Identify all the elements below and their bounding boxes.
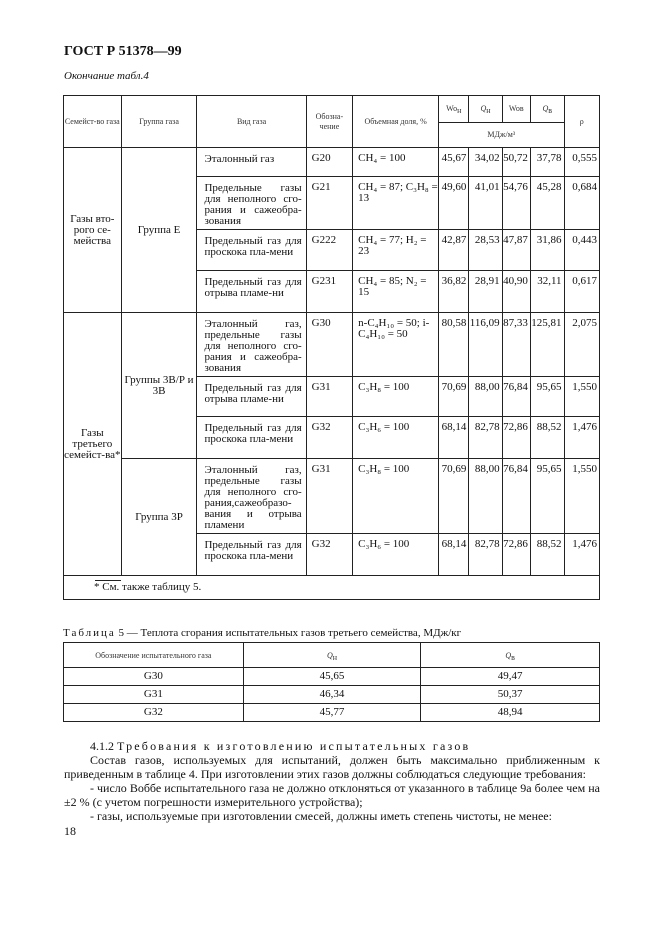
code-cell: G222 (306, 230, 353, 271)
table-row (64, 148, 600, 177)
table-row (64, 686, 600, 704)
qb-cell: 88,52 (530, 417, 564, 459)
header-group: Группа газа (121, 96, 197, 148)
q-cell: 41,01 (469, 177, 502, 230)
wo-cell: 36,82 (439, 271, 469, 313)
table-continuation-label: Окончание табл.4 (64, 70, 149, 82)
qb-cell: 31,86 (530, 230, 564, 271)
rho-cell: 2,075 (564, 313, 599, 377)
table-row (64, 668, 600, 686)
group-cell: Группы 3В/Р и 3В (121, 313, 197, 459)
wob-cell: 72,86 (502, 417, 530, 459)
header-wob: Woв (502, 96, 530, 123)
kind-cell: Эталонный газ, предельные газы для неполного сго-рания,сажеобразо-вания и отрыва пламени (197, 459, 306, 534)
wob-cell: 47,87 (502, 230, 530, 271)
qv-cell: 48,94 (421, 704, 600, 722)
wo-cell: 80,58 (439, 313, 469, 377)
qb-cell: 88,52 (530, 534, 564, 576)
family-cell: Газы вто-рого се-мейства (64, 148, 122, 313)
rho-cell: 1,476 (564, 534, 599, 576)
wob-cell: 40,90 (502, 271, 530, 313)
rho-cell: 0,684 (564, 177, 599, 230)
qb-cell: 45,28 (530, 177, 564, 230)
volume-cell: CH₄ = 77; H₂ = 23 (353, 230, 439, 271)
volume-cell: C₃H₆ = 100 (353, 417, 439, 459)
table-footnote: * См. также таблицу 5. (64, 576, 600, 600)
code-cell: G231 (306, 271, 353, 313)
header-q: $Q_н$ (469, 96, 502, 123)
q-cell: 82,78 (469, 534, 502, 576)
rho-cell: 0,617 (564, 271, 599, 313)
kind-cell: Предельные газы для неполного сго-рания и сажеобра-зования (197, 177, 306, 230)
volume-cell: C₃H₈ = 100 (353, 459, 439, 534)
qb-cell: 95,65 (530, 377, 564, 417)
wob-cell: 72,86 (502, 534, 530, 576)
footnote-rule (95, 580, 121, 581)
q-cell: 82,78 (469, 417, 502, 459)
header-code: Обозна-чение (306, 96, 353, 148)
paragraph-composition: Состав газов, используемых для испытаний, должен быть максимально приближенным к приведенным в таблице 4. При изготовлении этих газов должны соблюдаться следующие требования: (64, 753, 600, 781)
table-row (64, 459, 600, 534)
code-cell: G31 (306, 377, 353, 417)
qb-cell: 95,65 (530, 459, 564, 534)
header-gas-code: Обозначение испытательного газа (64, 643, 244, 668)
code-cell: G30 (306, 313, 353, 377)
q-cell: 34,02 (469, 148, 502, 177)
wo-cell: 49,60 (439, 177, 469, 230)
wob-cell: 50,72 (502, 148, 530, 177)
qv-cell: 50,37 (421, 686, 600, 704)
kind-cell: Предельный газ для проскока пла-мени (197, 534, 306, 576)
volume-cell: C₃H₆ = 100 (353, 534, 439, 576)
kind-cell: Эталонный газ, предельные газы для неполного сго-рания и сажеобра-зования (197, 313, 306, 377)
wo-cell: 70,69 (439, 459, 469, 534)
header-family: Семейст-во газа (64, 96, 122, 148)
gas-code-cell: G32 (64, 704, 244, 722)
header-units: МДж/м³ (439, 123, 564, 148)
gas-table-4 (63, 95, 600, 600)
volume-cell: n-C₄H₁₀ = 50; i-C₄H₁₀ = 50 (353, 313, 439, 377)
qb-cell: 37,78 (530, 148, 564, 177)
header-wo: $Wo_н$ (439, 96, 469, 123)
rho-cell: 1,476 (564, 417, 599, 459)
q-cell: 88,00 (469, 459, 502, 534)
kind-cell: Предельный газ для отрыва пламе-ни (197, 271, 306, 313)
group-cell: Группа Е (121, 148, 197, 313)
wob-cell: 76,84 (502, 377, 530, 417)
qn-cell: 45,77 (243, 704, 421, 722)
qb-cell: 32,11 (530, 271, 564, 313)
qn-cell: 45,65 (243, 668, 421, 686)
code-cell: G32 (306, 534, 353, 576)
wo-cell: 42,87 (439, 230, 469, 271)
qb-cell: 125,81 (530, 313, 564, 377)
header-volume: Объемная доля, % (353, 96, 439, 148)
heat-of-combustion-table-5 (63, 642, 600, 722)
volume-cell: CH₄ = 85; N₂ = 15 (353, 271, 439, 313)
page-number: 18 (64, 824, 76, 838)
wob-cell: 76,84 (502, 459, 530, 534)
table5-caption: Таблица 5 — Теплота сгорания испытательных газов третьего семейства, МДж/кг (63, 627, 462, 639)
kind-cell: Предельный газ для проскока пла-мени (197, 417, 306, 459)
wo-cell: 45,67 (439, 148, 469, 177)
wo-cell: 68,14 (439, 534, 469, 576)
qn-cell: 46,34 (243, 686, 421, 704)
wo-cell: 68,14 (439, 417, 469, 459)
table-row (64, 313, 600, 377)
rho-cell: 1,550 (564, 459, 599, 534)
gas-code-cell: G30 (64, 668, 244, 686)
table-row (64, 704, 600, 722)
qv-cell: 49,47 (421, 668, 600, 686)
wo-cell: 70,69 (439, 377, 469, 417)
gas-code-cell: G31 (64, 686, 244, 704)
family-cell: Газы третьего семейст-ва* (64, 313, 122, 576)
wob-cell: 54,76 (502, 177, 530, 230)
header-qn: $Q_н$ (243, 643, 421, 668)
kind-cell: Предельный газ для отрыва пламе-ни (197, 377, 306, 417)
header-rho: ρ (564, 96, 599, 148)
volume-cell: CH₄ = 87; C₃H₈ = 13 (353, 177, 439, 230)
group-cell: Группа 3Р (121, 459, 197, 576)
code-cell: G20 (306, 148, 353, 177)
wob-cell: 87,33 (502, 313, 530, 377)
rho-cell: 0,443 (564, 230, 599, 271)
volume-cell: C₃H₈ = 100 (353, 377, 439, 417)
q-cell: 28,53 (469, 230, 502, 271)
section-heading: 4.1.2 Требования к изготовлению испытательных газов (90, 739, 471, 753)
volume-cell: CH₄ = 100 (353, 148, 439, 177)
rho-cell: 1,550 (564, 377, 599, 417)
rho-cell: 0,555 (564, 148, 599, 177)
paragraph-wobbe: - число Воббе испытательного газа не должно отклоняться от указанного в таблице 9а более чем на ±2 % (с учетом погрешности измерительного устройства); (64, 781, 600, 809)
q-cell: 28,91 (469, 271, 502, 313)
code-cell: G32 (306, 417, 353, 459)
header-kind: Вид газа (197, 96, 306, 148)
code-cell: G21 (306, 177, 353, 230)
header-qv: $Q_в$ (421, 643, 600, 668)
paragraph-purity: - газы, используемые при изготовлении смесей, должны иметь степень чистоты, не менее: (90, 809, 552, 823)
document-header: ГОСТ Р 51378—99 (64, 44, 182, 59)
code-cell: G31 (306, 459, 353, 534)
kind-cell: Эталонный газ (197, 148, 306, 177)
q-cell: 88,00 (469, 377, 502, 417)
q-cell: 116,09 (469, 313, 502, 377)
kind-cell: Предельный газ для проскока пла-мени (197, 230, 306, 271)
header-qb: $Q_в$ (530, 96, 564, 123)
